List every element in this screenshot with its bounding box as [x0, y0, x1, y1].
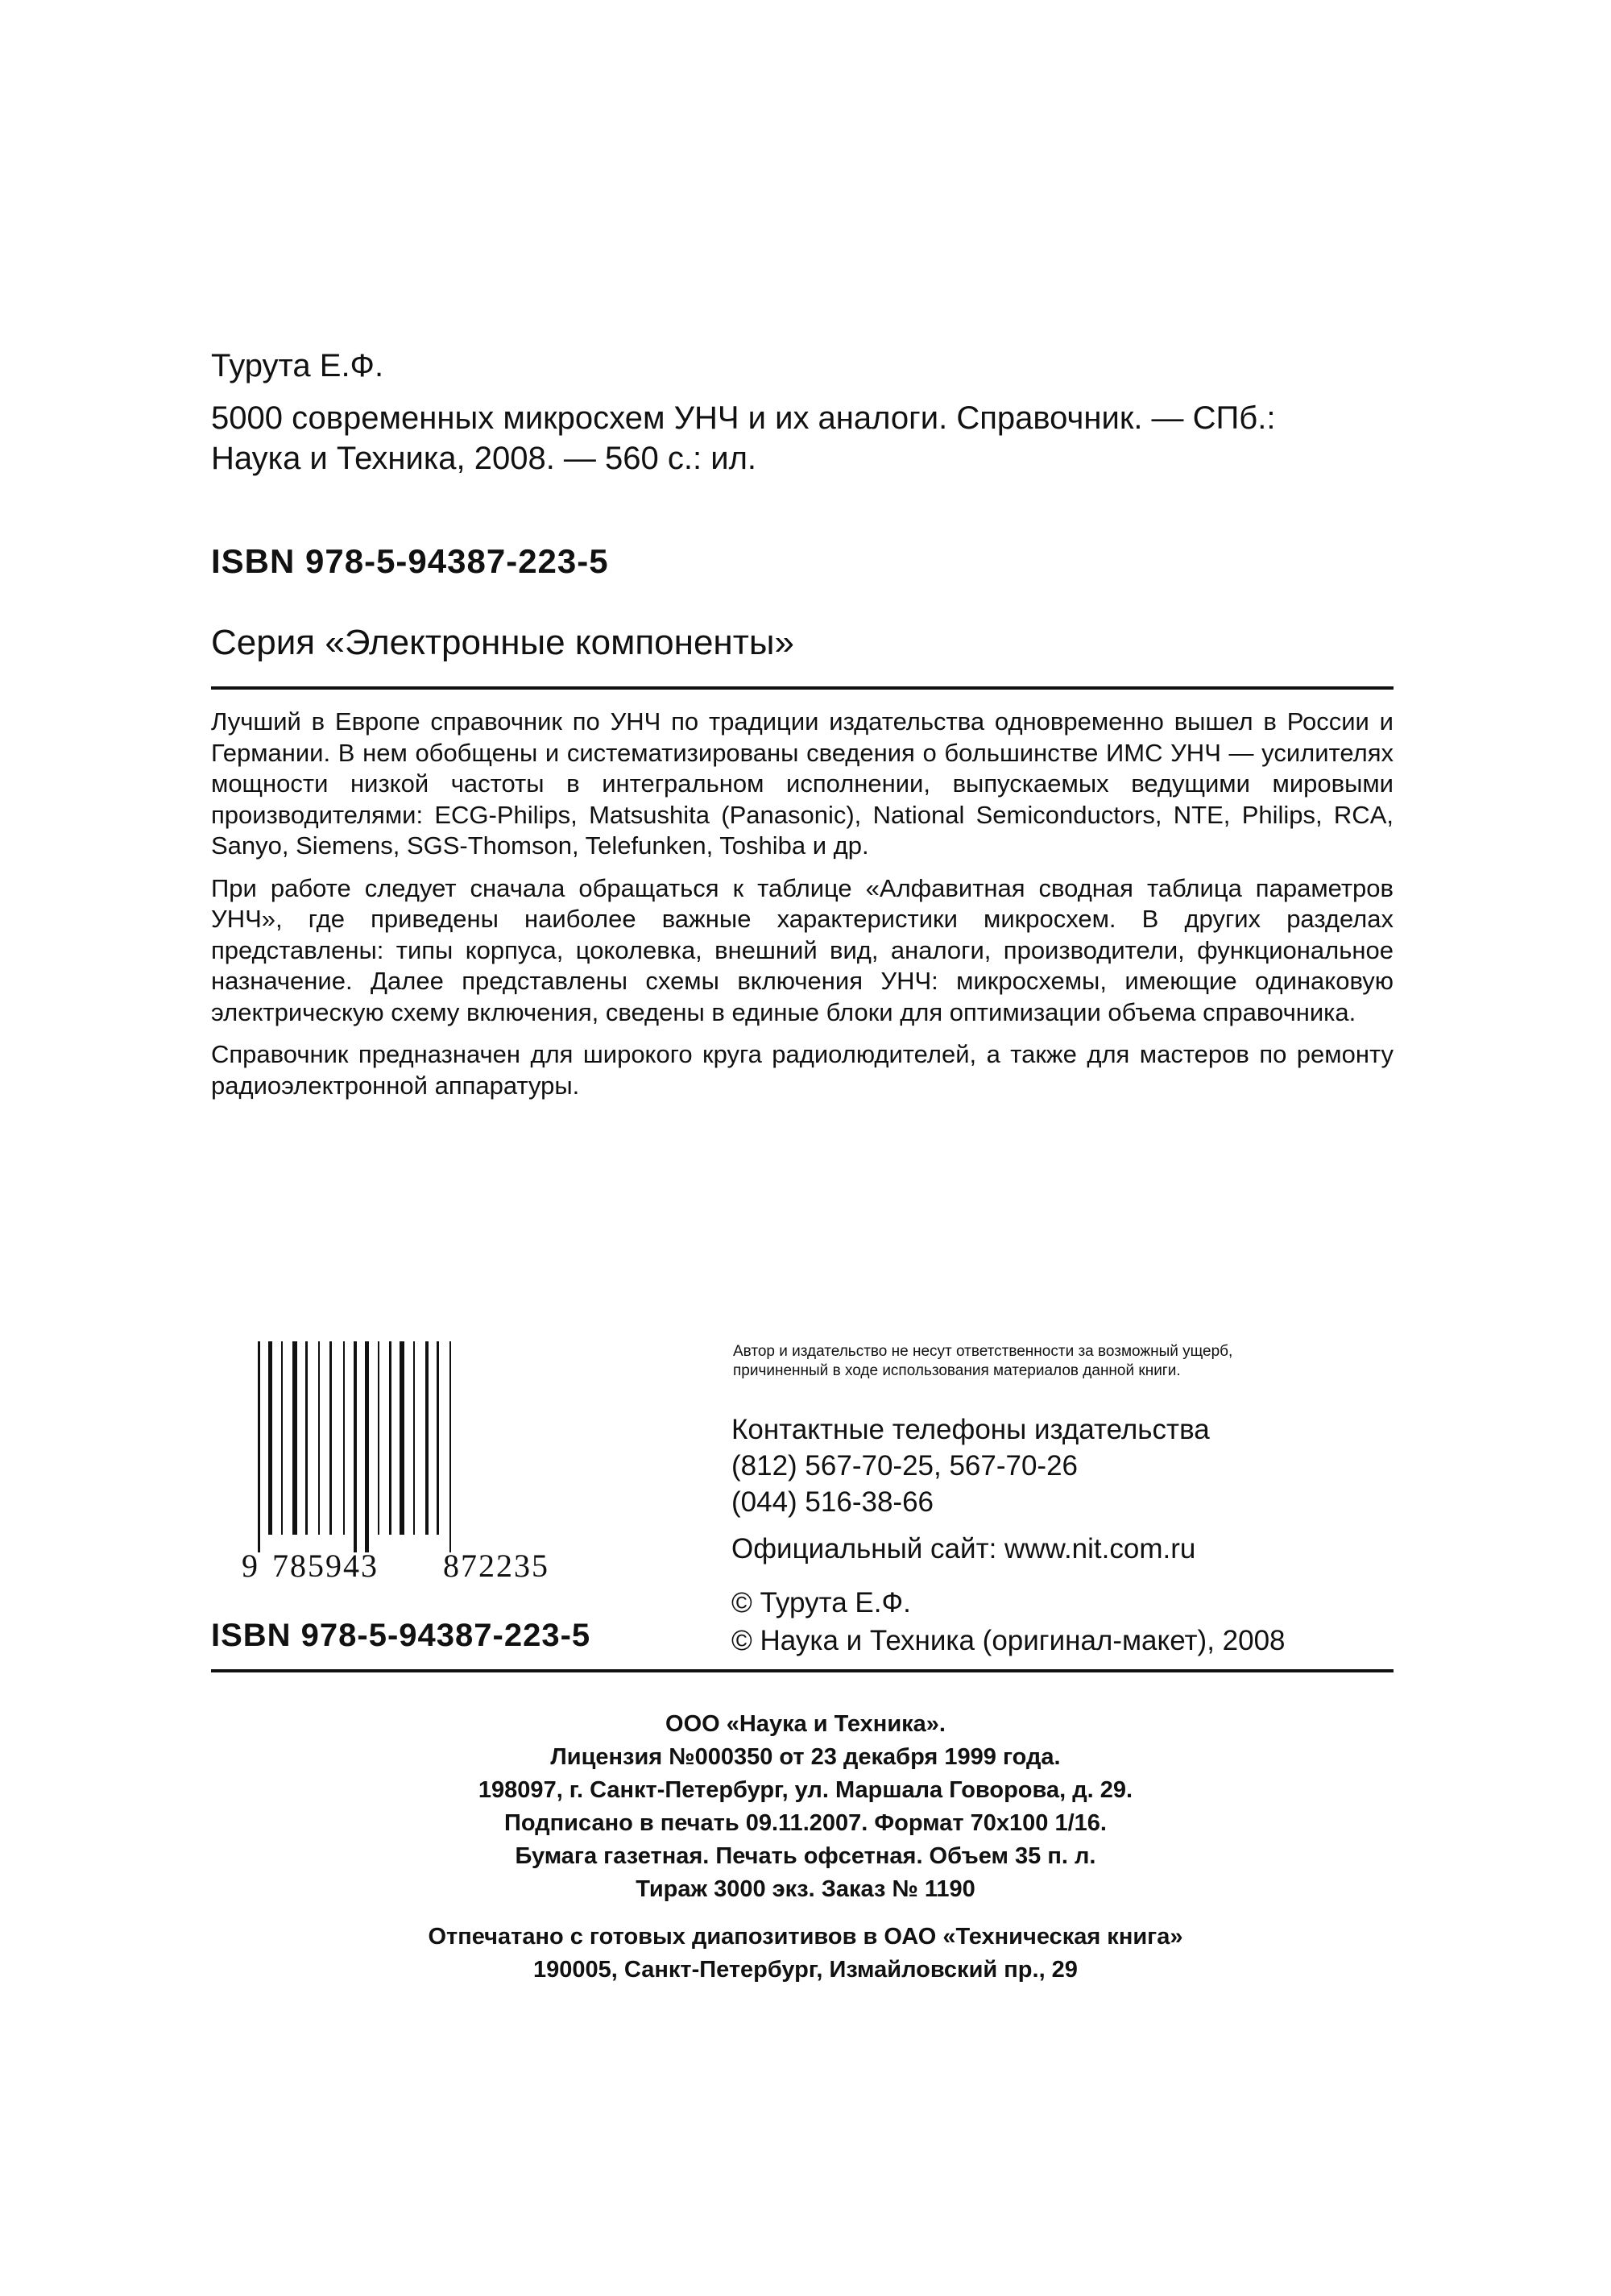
annotation-paragraph: Лучший в Европе справочник по УНЧ по традиции издательства одновременно вышел в России и Германии. В нем обобщены и систематизированы сведения о большинстве ИМС УНЧ — усилителях мощности низкой частоты в интегральном исполнении, выпускаемых ведущими мировыми производителями: ECG-Philips, Matsushita (Panasonic), National Semiconductors, NTE, Philips, RCA, Sanyo, Siemens, SGS-Thomson, Telefunken, Toshiba и др.: [211, 707, 1394, 860]
annotation-paragraph: Справочник предназначен для широкого круга радиолюдителей, а также для мастеров по ремонту радиоэлектронной аппаратуры.: [211, 1040, 1394, 1100]
series-title: Серия «Электронные компоненты»: [211, 623, 794, 662]
website: Официальный сайт: www.nit.com.ru: [731, 1533, 1196, 1565]
isbn-top: ISBN 978-5-94387-223-5: [211, 542, 609, 580]
barcode-bar: [389, 1341, 391, 1535]
contacts-heading: Контактные телефоны издательства: [731, 1414, 1210, 1445]
barcode-bar: [318, 1341, 320, 1535]
annotation-paragraph: При работе следует сначала обращаться к таблице «Алфавитная сводная таблица параметров УНЧ», где приведены наиболее важные характеристики микросхем. В других разделах представлены: типы корпуса, цоколевка, внешний вид, аналоги, производители, функциональное назначение. Далее представлены схемы включения УНЧ: микросхемы, имеющие одинаковую электрическую схему включения, сведены в единые блоки для оптимизации объема справочника.: [211, 873, 1394, 1026]
barcode-bar: [425, 1341, 429, 1535]
contacts: [731, 1411, 1210, 1520]
printing-line: 190005, Санкт-Петербург, Измайловский пр., 29: [533, 1957, 1078, 1983]
barcode-bar: [292, 1341, 297, 1535]
barcode-bar: [449, 1341, 451, 1552]
barcode-bar: [329, 1341, 332, 1535]
barcode-bar: [268, 1341, 272, 1535]
barcode-bar: [378, 1341, 379, 1535]
barcode-bars: [258, 1341, 451, 1552]
author: Турута Е.Ф.: [211, 348, 384, 383]
barcode-bar: [343, 1341, 345, 1535]
annotation: [211, 707, 1394, 1113]
barcode-bar: [400, 1341, 404, 1535]
barcode: [242, 1341, 620, 1583]
imprint-line: ООО «Наука и Техника».: [665, 1711, 946, 1737]
imprint: [0, 1708, 1611, 1906]
barcode-bar: [281, 1341, 283, 1535]
book-title-line-2: Наука и Техника, 2008. — 560 с.: ил.: [211, 441, 757, 476]
barcode-bar: [305, 1341, 308, 1535]
imprint-line: Тираж 3000 экз. Заказ № 1190: [636, 1876, 975, 1902]
printing-line: Отпечатано с готовых диапозитивов в ОАО «Техническая книга»: [428, 1924, 1183, 1950]
copyright-author: © Турута Е.Ф.: [731, 1587, 911, 1618]
barcode-bar: [413, 1341, 415, 1535]
printing-house: [0, 1921, 1611, 1987]
barcode-bar: [354, 1341, 357, 1552]
imprint-line: Подписано в печать 09.11.2007. Формат 70x100 1/16.: [504, 1810, 1107, 1836]
imprint-line: Лицензия №000350 от 23 декабря 1999 года.: [550, 1744, 1061, 1770]
copyright-publisher: © Наука и Техника (оригинал-макет), 2008: [731, 1625, 1286, 1656]
barcode-bar: [365, 1341, 369, 1552]
barcode-digit-first: 9: [242, 1548, 258, 1583]
isbn-bottom: ISBN 978-5-94387-223-5: [211, 1618, 591, 1653]
barcode-bar: [437, 1341, 439, 1535]
book-title-line-1: 5000 современных микросхем УНЧ и их аналоги. Справочник. — СПб.:: [211, 400, 1276, 436]
divider-bottom: [211, 1669, 1394, 1672]
phone-spb: (812) 567-70-25, 567-70-26: [731, 1450, 1079, 1482]
imprint-line: Бумага газетная. Печать офсетная. Объем 35 п. л.: [515, 1843, 1096, 1869]
barcode-group-1: 785943: [272, 1548, 379, 1583]
barcode-bar: [258, 1341, 260, 1552]
divider-top: [211, 686, 1394, 690]
barcode-group-2: 872235: [443, 1548, 549, 1583]
imprint-line: 198097, г. Санкт-Петербург, ул. Маршала Говорова, д. 29.: [478, 1777, 1133, 1803]
disclaimer: Автор и издательство не несут ответственности за возможный ущерб, причиненный в ходе использования материалов данной книги.: [733, 1343, 1233, 1379]
phone-kiev: (044) 516-38-66: [731, 1486, 934, 1518]
